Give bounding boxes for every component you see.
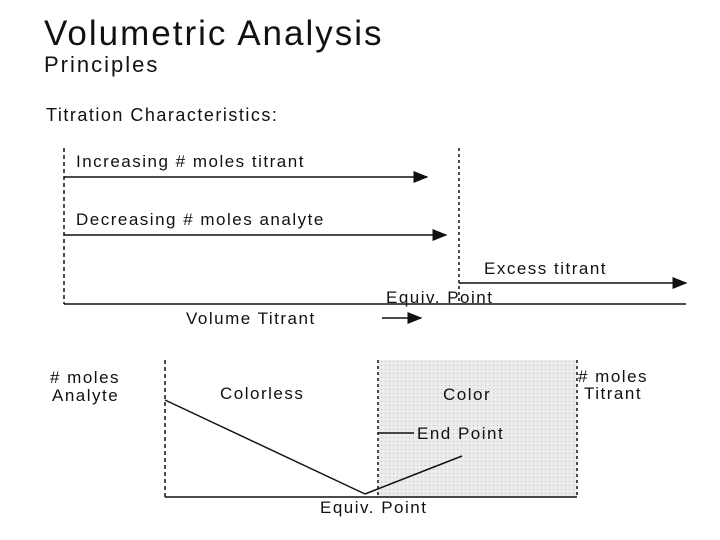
equiv-label-top: Equiv. Point <box>386 288 494 307</box>
end-point-label: End Point <box>417 424 505 443</box>
moles-analyte-line1: # moles <box>50 368 121 387</box>
colorless-label: Colorless <box>220 384 305 403</box>
analyte-line <box>165 400 365 494</box>
color-label: Color <box>443 385 492 404</box>
equiv-label-bottom: Equiv. Point <box>320 498 428 517</box>
slide-subtitle: Principles <box>44 52 160 77</box>
volume-label: Volume Titrant <box>186 309 316 328</box>
increasing-label: Increasing # moles titrant <box>76 152 305 171</box>
decreasing-label: Decreasing # moles analyte <box>76 210 325 229</box>
section-heading: Titration Characteristics: <box>46 105 279 125</box>
moles-titrant-line2: Titrant <box>584 384 643 403</box>
moles-titrant-line1: # moles <box>578 367 649 386</box>
excess-label: Excess titrant <box>484 259 608 278</box>
slide-title: Volumetric Analysis <box>44 14 384 53</box>
moles-analyte-line2: Analyte <box>52 386 120 405</box>
